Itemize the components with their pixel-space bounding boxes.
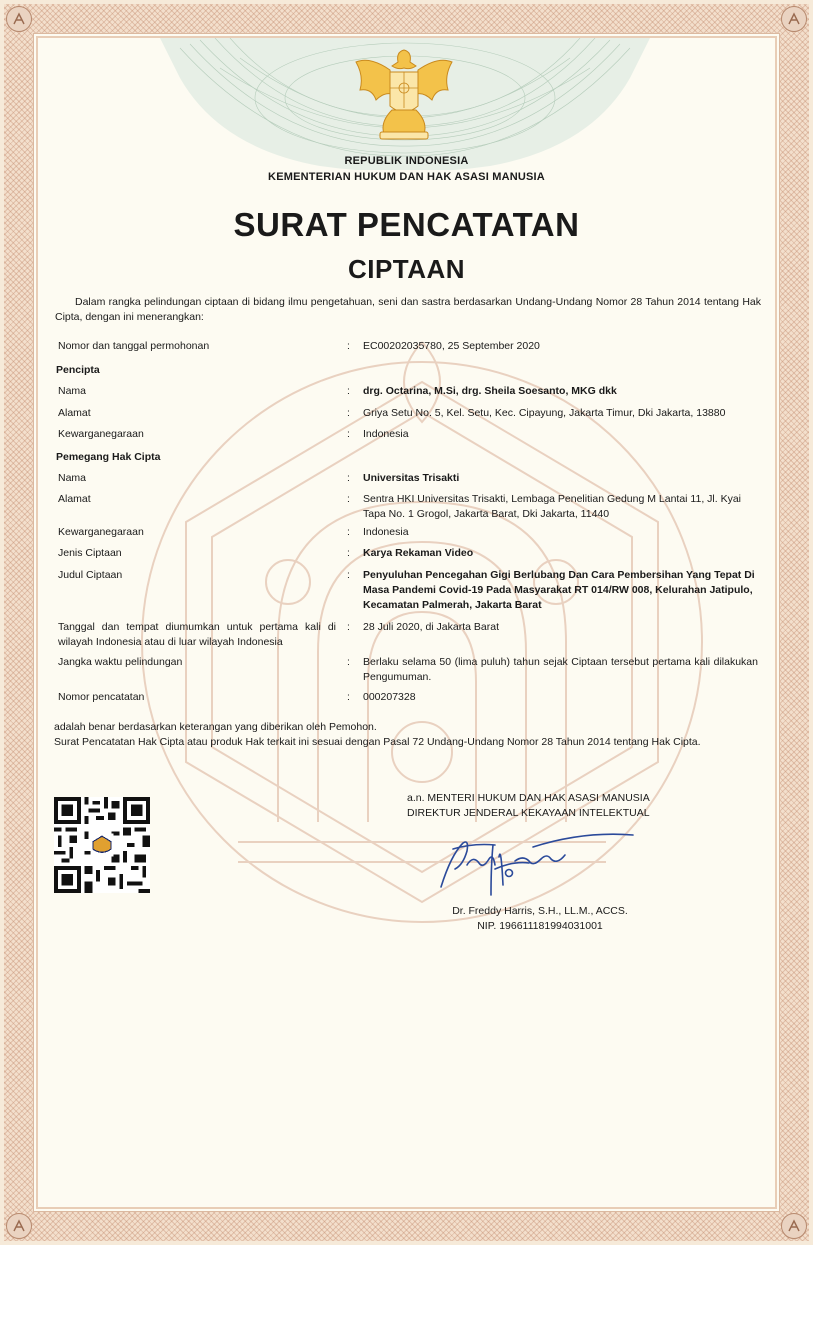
- closing-line: adalah benar berdasarkan keterangan yang diberikan oleh Pemohon.: [54, 721, 377, 733]
- field-value: EC00202035780, 25 September 2020: [363, 340, 540, 352]
- section-heading-creator: Pencipta: [56, 364, 100, 376]
- signatory-on-behalf: a.n. MENTERI HUKUM DAN HAK ASASI MANUSIA: [407, 792, 650, 804]
- intro-paragraph: Dalam rangka pelindungan ciptaan di bidang ilmu pengetahuan, seni dan sastra berdasarkan Undang-Undang Nomor 28 Tahun 2014 tentang Hak Cipta, dengan ini menerangkan:: [55, 296, 761, 323]
- field-colon: :: [347, 340, 350, 352]
- garuda-pancasila-emblem-icon: [350, 42, 458, 144]
- corner-ornament-icon: [781, 6, 807, 32]
- field-label: Jenis Ciptaan: [58, 547, 122, 559]
- document-title: SURAT PENCATATAN: [233, 206, 580, 243]
- corner-ornament-icon: [6, 6, 32, 32]
- field-label: Alamat: [58, 407, 91, 419]
- document-subtitle: CIPTAAN: [347, 254, 466, 284]
- field-value: 000207328: [363, 691, 416, 703]
- country-heading: REPUBLIK INDONESIA: [344, 155, 469, 167]
- field-colon: :: [347, 472, 350, 484]
- field-colon: :: [347, 526, 350, 538]
- closing-line: Surat Pencatatan Hak Cipta atau produk Hak terkait ini sesuai dengan Pasal 72 Undang-Undang Nomor 28 Tahun 2014 tentang Hak Cipta.: [54, 736, 701, 748]
- field-label: Judul Ciptaan: [58, 569, 123, 581]
- field-colon: :: [347, 621, 350, 633]
- field-value: Universitas Trisakti: [363, 472, 460, 484]
- signatory-name: Dr. Freddy Harris, S.H., LL.M., ACCS.: [452, 905, 628, 917]
- field-value: 28 Juli 2020, di Jakarta Barat: [363, 621, 499, 633]
- field-value: Karya Rekaman Video: [363, 547, 474, 559]
- field-colon: :: [347, 569, 350, 581]
- field-value: Penyuluhan Pencegahan Gigi Berlubang Dan Cara Pembersihan Yang Tepat Di Masa Pandemi Covid-19 Pada Masyarakat RT 014/RW 008, Kelurahan Jatipulo, Kecamatan Palmerah, Jakarta Barat: [363, 569, 755, 611]
- signatory-position: DIREKTUR JENDERAL KEKAYAAN INTELEKTUAL: [407, 807, 650, 819]
- corner-ornament-icon: [781, 1213, 807, 1239]
- handwritten-signature: [433, 825, 639, 897]
- field-label: Nomor dan tanggal permohonan: [58, 340, 210, 352]
- field-colon: :: [347, 656, 350, 668]
- field-colon: :: [347, 547, 350, 559]
- field-colon: :: [347, 385, 350, 397]
- field-value: drg. Octarina, M.Si, drg. Sheila Soesanto, MKG dkk: [363, 385, 617, 397]
- signatory-title-block: [407, 791, 650, 821]
- corner-ornament-icon: [6, 1213, 32, 1239]
- section-heading-holder: Pemegang Hak Cipta: [56, 451, 161, 463]
- field-value: Griya Setu No. 5, Kel. Setu, Kec. Cipayung, Jakarta Timur, Dki Jakarta, 13880: [363, 407, 726, 419]
- field-label: Nama: [58, 472, 87, 484]
- field-colon: :: [347, 407, 350, 419]
- qr-code-icon: [54, 797, 150, 893]
- closing-statement: [54, 720, 774, 750]
- field-label: Nomor pencatatan: [58, 691, 145, 703]
- field-label: Kewarganegaraan: [58, 428, 144, 440]
- field-label: Kewarganegaraan: [58, 526, 144, 538]
- field-value: Indonesia: [363, 526, 409, 538]
- field-value: Indonesia: [363, 428, 409, 440]
- field-colon: :: [347, 493, 350, 505]
- field-label: Jangka waktu pelindungan: [58, 656, 183, 668]
- ministry-heading: KEMENTERIAN HUKUM DAN HAK ASASI MANUSIA: [268, 171, 545, 183]
- field-label: Nama: [58, 385, 87, 397]
- field-label: Tanggal dan tempat diumumkan untuk pertama kali di wilayah Indonesia atau di luar wilayah Indonesia: [58, 621, 336, 648]
- field-value: Sentra HKI Universitas Trisakti, Lembaga Penelitian Gedung M Lantai 11, Jl. Kyai Tapa No. 1 Grogol, Jakarta Barat, Dki Jakarta, 11440: [363, 493, 741, 520]
- field-colon: :: [347, 691, 350, 703]
- signatory-nip: NIP. 196611181994031001: [477, 920, 603, 932]
- field-label: Alamat: [58, 493, 91, 505]
- field-colon: :: [347, 428, 350, 440]
- field-value: Berlaku selama 50 (lima puluh) tahun sejak Ciptaan tersebut pertama kali dilakukan Pengumuman.: [363, 656, 758, 683]
